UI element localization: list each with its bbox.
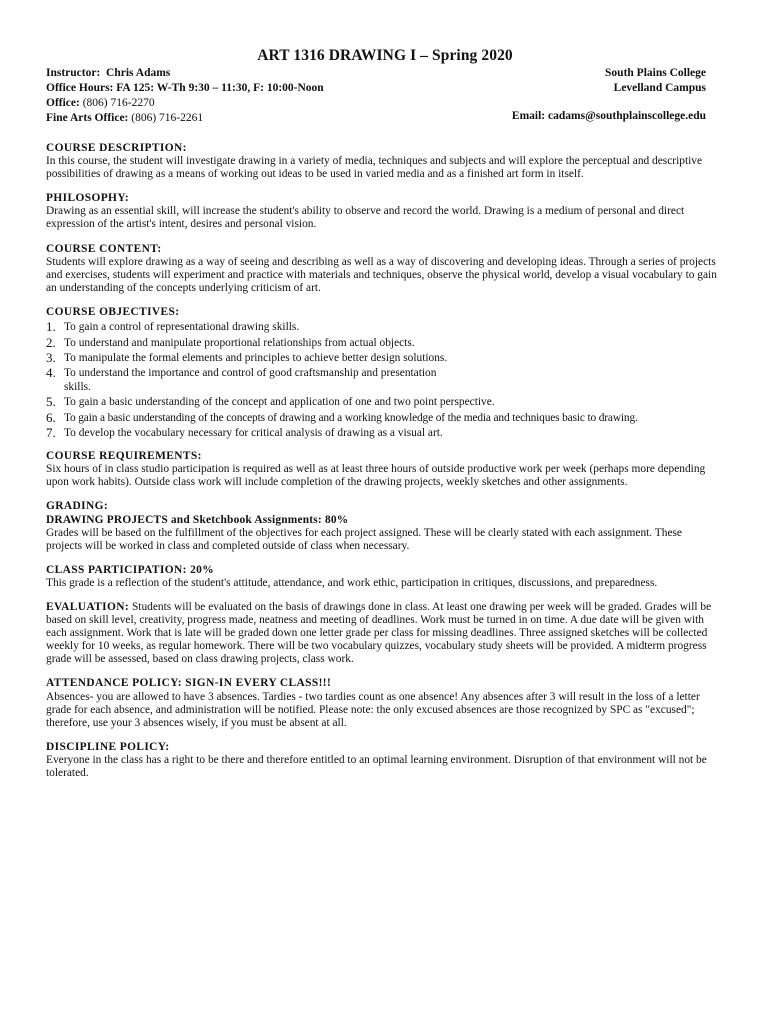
- office-phone: (806) 716-2270: [82, 97, 155, 109]
- list-item: 1. To gain a control of representational drawing skills.: [46, 319, 300, 335]
- email-line: [512, 109, 706, 124]
- campus-name: Levelland Campus: [613, 82, 706, 94]
- office-hours-value: FA 125: W-Th 9:30 – 11:30, F: 10:00-Noon: [116, 82, 324, 94]
- fine-arts-label: Fine Arts Office:: [46, 112, 129, 124]
- section-heading: PHILOSOPHY:: [46, 192, 130, 205]
- section-text: Everyone in the class has a right to be there and therefore entitled to an optimal learning environment. Disruption of that environment will not be tolerated.: [46, 753, 707, 779]
- page-title: ART 1316 DRAWING I – Spring 2020: [257, 47, 513, 64]
- instructor-line: [46, 66, 324, 81]
- section-class-participation: [46, 564, 718, 590]
- list-item: 5. To gain a basic understanding of the concept and application of one and two point perspective.: [46, 394, 495, 410]
- section-heading: COURSE OBJECTIVES:: [46, 305, 180, 318]
- section-text: This grade is a reflection of the student's attitude, attendance, and work ethic, participation in critiques, discussions, and preparedness.: [46, 576, 658, 589]
- section-heading: EVALUATION:: [46, 600, 130, 613]
- office-hours-line: [46, 81, 324, 96]
- list-item: 7. To develop the vocabulary necessary for critical analysis of drawing as a visual art.: [46, 425, 443, 441]
- instructor-info: [46, 66, 324, 126]
- instructor-label: Instructor:: [46, 67, 101, 79]
- section-text: Drawing as an essential skill, will increase the student's ability to observe and record the world. Drawing is a medium of personal and direct expression of the artist's intent, desires and personal vision.: [46, 205, 685, 231]
- email-link[interactable]: cadams@southplainscollege.edu: [548, 110, 706, 122]
- objectives-list: [46, 321, 718, 440]
- college-name: South Plains College: [605, 67, 706, 79]
- syllabus-body: [46, 142, 718, 791]
- list-item: 6. To gain a basic understanding of the concepts of drawing and a working knowledge of the media and techniques basic to drawing.: [46, 409, 638, 425]
- section-evaluation: [46, 601, 718, 666]
- section-attendance-policy: [46, 677, 718, 729]
- instructor-name: Chris Adams: [106, 67, 171, 79]
- list-item: 4. To understand the importance and control of good craftsmanship and presentation skills.: [46, 365, 437, 393]
- section-heading: CLASS PARTICIPATION: 20%: [46, 563, 215, 576]
- section-heading: COURSE REQUIREMENTS:: [46, 450, 202, 463]
- section-course-objectives: [46, 306, 718, 440]
- section-text: Grades will be based on the fulfillment of the objectives for each project assigned. These will be clearly stated with each assignment. These projects will be worked in class and completed outside of class when necessary.: [46, 526, 682, 552]
- list-item: 2. To understand and manipulate proportional relationships from actual objects.: [46, 334, 415, 350]
- fine-arts-line: [46, 111, 324, 126]
- section-text: In this course, the student will investigate drawing in a variety of media, techniques and subjects and will explore the perceptual and descriptive possibilities of drawing as a means of working out ideas to be used in varied media and as a finished art form in itself.: [46, 155, 703, 181]
- section-grading: [46, 500, 718, 552]
- list-item: 3. To manipulate the formal elements and principles to achieve better design solutions.: [46, 350, 448, 365]
- section-text: Six hours of in class studio participation is required as well as at least three hours of outside productive work per week (perhaps more depending upon work habits). Outside class work will include completion of the drawing projects, weekly sketches and other assignments.: [46, 463, 706, 489]
- office-hours-label: Office Hours:: [46, 82, 114, 94]
- section-heading: COURSE DESCRIPTION:: [46, 142, 187, 154]
- section-discipline-policy: [46, 741, 718, 780]
- section-text: Absences- you are allowed to have 3 absences. Tardies - two tardies count as one absence! Any absences after 3 will result in the loss of a letter grade for each absence, and administration will be notified. Please note: the only excused absences are those recognized by SPC as "excused"; therefore, use your 3 absences wisely, if you must be absent at all.: [46, 690, 700, 729]
- fine-arts-phone: (806) 716-2261: [131, 112, 204, 124]
- section-course-requirements: [46, 450, 718, 489]
- section-heading: DISCIPLINE POLICY:: [46, 740, 170, 753]
- section-heading: COURSE CONTENT:: [46, 242, 162, 255]
- office-phone-line: [46, 96, 324, 111]
- section-course-description: [46, 142, 718, 181]
- email-label: Email:: [511, 110, 546, 122]
- section-philosophy: [46, 192, 718, 231]
- section-text: Students will explore drawing as a way of seeing and describing as well as a way of discovering and developing ideas. Through a series of projects and exercises, students will experiment and practice with materials and techniques, observe the physical world, develop a visual vocabulary to gain an understanding of the concepts underlying criticism of art.: [46, 255, 717, 294]
- section-course-content: [46, 243, 718, 295]
- section-text: Students will be evaluated on the basis of drawings done in class. At least one drawing per week will be graded. Grades will be based on skill level, creativity, progress made, neatness and meeting of deadlines. Work must be turned in on time. A due date will be given with each assignment. Work that is late will be graded down one letter grade per class for missing deadlines. Three assigned sketches will be collected weekly for 10 weeks, as regular homework. There will be two vocabulary quizzes, vocabulary study sheets will be provided. A midterm progress grade will be assessed, based on class drawing projects, class work.: [46, 600, 712, 666]
- office-label: Office:: [46, 97, 80, 109]
- section-heading: ATTENDANCE POLICY: SIGN-IN EVERY CLASS!!!: [46, 677, 332, 690]
- section-subheading: DRAWING PROJECTS and Sketchbook Assignments: 80%: [46, 513, 349, 526]
- college-info: [512, 66, 706, 124]
- section-heading: GRADING:: [46, 500, 109, 513]
